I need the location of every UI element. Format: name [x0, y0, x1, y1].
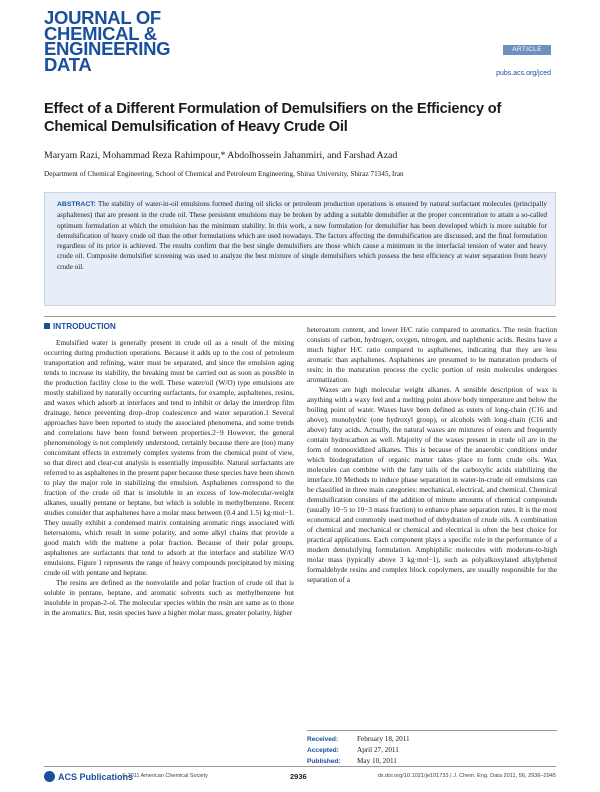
- abstract-label: ABSTRACT:: [57, 201, 96, 208]
- accepted-date: April 27, 2011: [357, 746, 399, 754]
- accepted-label: Accepted:: [307, 747, 339, 754]
- footer-divider: [44, 766, 556, 767]
- author-list: Maryam Razi, Mohammad Reza Rahimpour,* Abdolhossein Jahanmiri, and Farshad Azad: [44, 150, 398, 161]
- section-heading-introduction: [44, 322, 116, 331]
- doi-citation-link[interactable]: dx.doi.org/10.1021/je101733 | J. Chem. Eng. Data 2011, 56, 2936–2945: [377, 773, 556, 779]
- abstract-paragraph: [57, 199, 547, 272]
- acs-publications-logo: [44, 771, 133, 782]
- body-paragraph: The resins are defined as the nonvolatile and polar fraction of crude oil that is soluble in pentane, heptane, and aromatic solvents such as methylbenzene but insoluble in propan-2-ol. The molecular species within the resin are same as to those in the aromatics. But, resin species have a higher molar mass, greater polarity, higher: [44, 578, 294, 617]
- journal-logo-line: DATA: [44, 53, 92, 75]
- section-heading-label: INTRODUCTION: [53, 322, 116, 331]
- body-column-left: [44, 338, 294, 618]
- journal-logo-line: JOURNAL OF: [44, 7, 161, 28]
- body-paragraph: heteroatom content, and lower H/C ratio compared to aromatics. The resin fraction consists of carbon, hydrogen, oxygen, nitrogen, and naphthenic acids. Resins have a much higher H/C ratio compared to asphaltenes, indicating that they are less aromatic than asphaltenes. Asphaltenes are presumed to be maturation products of resin; in the maturation process the cyclic portion of resin molecules undergoes aromatization.: [307, 325, 557, 384]
- received-row: [307, 734, 557, 745]
- journal-logo: [44, 7, 171, 75]
- section-divider: [44, 316, 556, 317]
- journal-logo-line: CHEMICAL &: [44, 22, 157, 44]
- journal-logo-line: ENGINEERING: [44, 38, 171, 59]
- square-bullet-icon: [44, 323, 50, 329]
- accepted-row: [307, 745, 557, 756]
- affiliation: Department of Chemical Engineering, School of Chemical and Petroleum Engineering, Shiraz University, Shiraz 71345, Iran: [44, 170, 404, 178]
- received-date: February 18, 2011: [357, 735, 410, 743]
- page-footer: [44, 771, 556, 785]
- body-paragraph: Emulsified water is generally present in crude oil as a result of the mixing occurring during production operations. Because it adds up to the cost of petroleum transportation and refining, water must be separated, and since the emulsion aging tends to increase its stability, the breaking must be carried out as soon as possible in the production facility close to the well. These water/oil (W/O) type emulsions are mostly stabilized by naturally occurring surfactants, for example, asphaltenes, resins, and waxes which adsorb at interfaces and tend to inhibit or delay the interdrop film drainage, hence preventing drop–drop coalescence and water separation.1 Several approaches have been reported to study the associated phenomena, and some trends and correlations have been found between properties.2−9 However, the general phenomenology is not completely understood, certainly because there are (too) many concomitant effects in extremely complex systems from the chemical point of view, so that direct and clear-cut analysis is essentially impossible. Natural surfactants are referred to as asphaltenes in the present paper because these species have been shown to play the major role in stabilizing the emulsion. Asphaltenes correspond to the fraction of the crude oil that is insoluble in an excess of low-molecular-weight alkanes, usually pentane or heptane, but which is soluble in methylbenzene. Recent studies consider that asphaltenes have a molar mass between (0.4 and 1.5) kg·mol−1. They usually exhibit a condensed matrix containing aromatic rings associated with heteroatoms, which result in some polarity, and some alkyl chains that provide a good match with the maltene a polar fraction. Because of their polar groups, asphaltenes are surfactants that tend to adsorb at the interface and stabilize W/O emulsions. Figure 1 represents the range of heavy compounds precipitated by mixing crude oil with pentane and heptane.: [44, 338, 294, 577]
- copyright-notice: © 2011 American Chemical Society: [122, 773, 208, 779]
- abstract-box: [44, 192, 556, 306]
- abstract-text: The stability of water-in-oil emulsions formed during oil slicks or petroleum production operations is ensured by natural surfactant molecules (principally asphaltenes) that are present in the crude oil. These persistent emulsions may be broken by adding a suitable demulsifier at the proper concentration to attain a so-called optimum formulation at which the emulsion has the minimum stability. In this work, a new formulation for demulsifier has been developed which is more suitable for demulsification of heavy crude oil than the other formulations which are used nowadays. The factors affecting the demulsification are discussed, and the final formulation regardless of its price is achieved. The results confirm that the best single demulsifiers are those which cause a minimum in the interfacial tension of water and heavy crude oil. Composite demulsifier screening was used to analyze the best mixture of single demulsifiers which possess the best efficiency at water separation from heavy crude oil.: [57, 200, 547, 271]
- acs-logo-text: ACS Publications: [58, 771, 134, 782]
- published-label: Published:: [307, 758, 341, 765]
- journal-url-link[interactable]: pubs.acs.org/jced: [496, 70, 551, 77]
- body-paragraph: Waxes are high molecular weight alkanes. A sensible description of wax is anything with a waxy feel and a melting point above body temperature and below the boiling point of water. Waxes have been defined as esters of long-chain (C16 and above), monohydric (one hydroxyl group), or alcohols with long-chain (C16 and above) fatty acids. Actually, the natural waxes are mixtures of esters and frequently contain hydrocarbon as well. Majority of the waxes present in crude oil are in the form of monooxidized alkanes. This is because of the anaerobic conditions under which biodegradation of organic matter takes place to form crude oils. Wax molecules can combine with the fatty tails of the carboxylic acids stabilizing the interface.10 Methods to induce phase separation in water-in-crude oil emulsions can be classified in three main categories: mechanical, electrical, and chemical. Chemical demulsification consists of the addition of minute amounts of chemical compounds (usually 10−5 to 10−3 mass fraction) to enhance phase separation rates. It is the most economical and commonly used method of dehydration of crude oils. A combination of chemical and mechanical or chemical and electrical is often the best choice for practical applications. Each component plays a specific role in the performance of a modern demulsifying formulation. Amphiphilic molecules with moderate-to-high molar mass (typically above 3 kg·mol−1), such as polyalkoxylated alkylphenol formaldehyde resins and complex block copolymers, are usually responsible for the separation of a: [307, 385, 557, 584]
- article-history: [307, 730, 557, 767]
- acs-logo-icon: [44, 771, 55, 782]
- page-number: 2936: [290, 772, 307, 781]
- article-type-badge: ARTICLE: [503, 45, 551, 55]
- published-date: May 10, 2011: [357, 757, 397, 765]
- body-column-right: [307, 325, 557, 585]
- article-title: Effect of a Different Formulation of Demulsifiers on the Efficiency of Chemical Demulsification of Heavy Crude Oil: [44, 101, 502, 135]
- received-label: Received:: [307, 736, 339, 743]
